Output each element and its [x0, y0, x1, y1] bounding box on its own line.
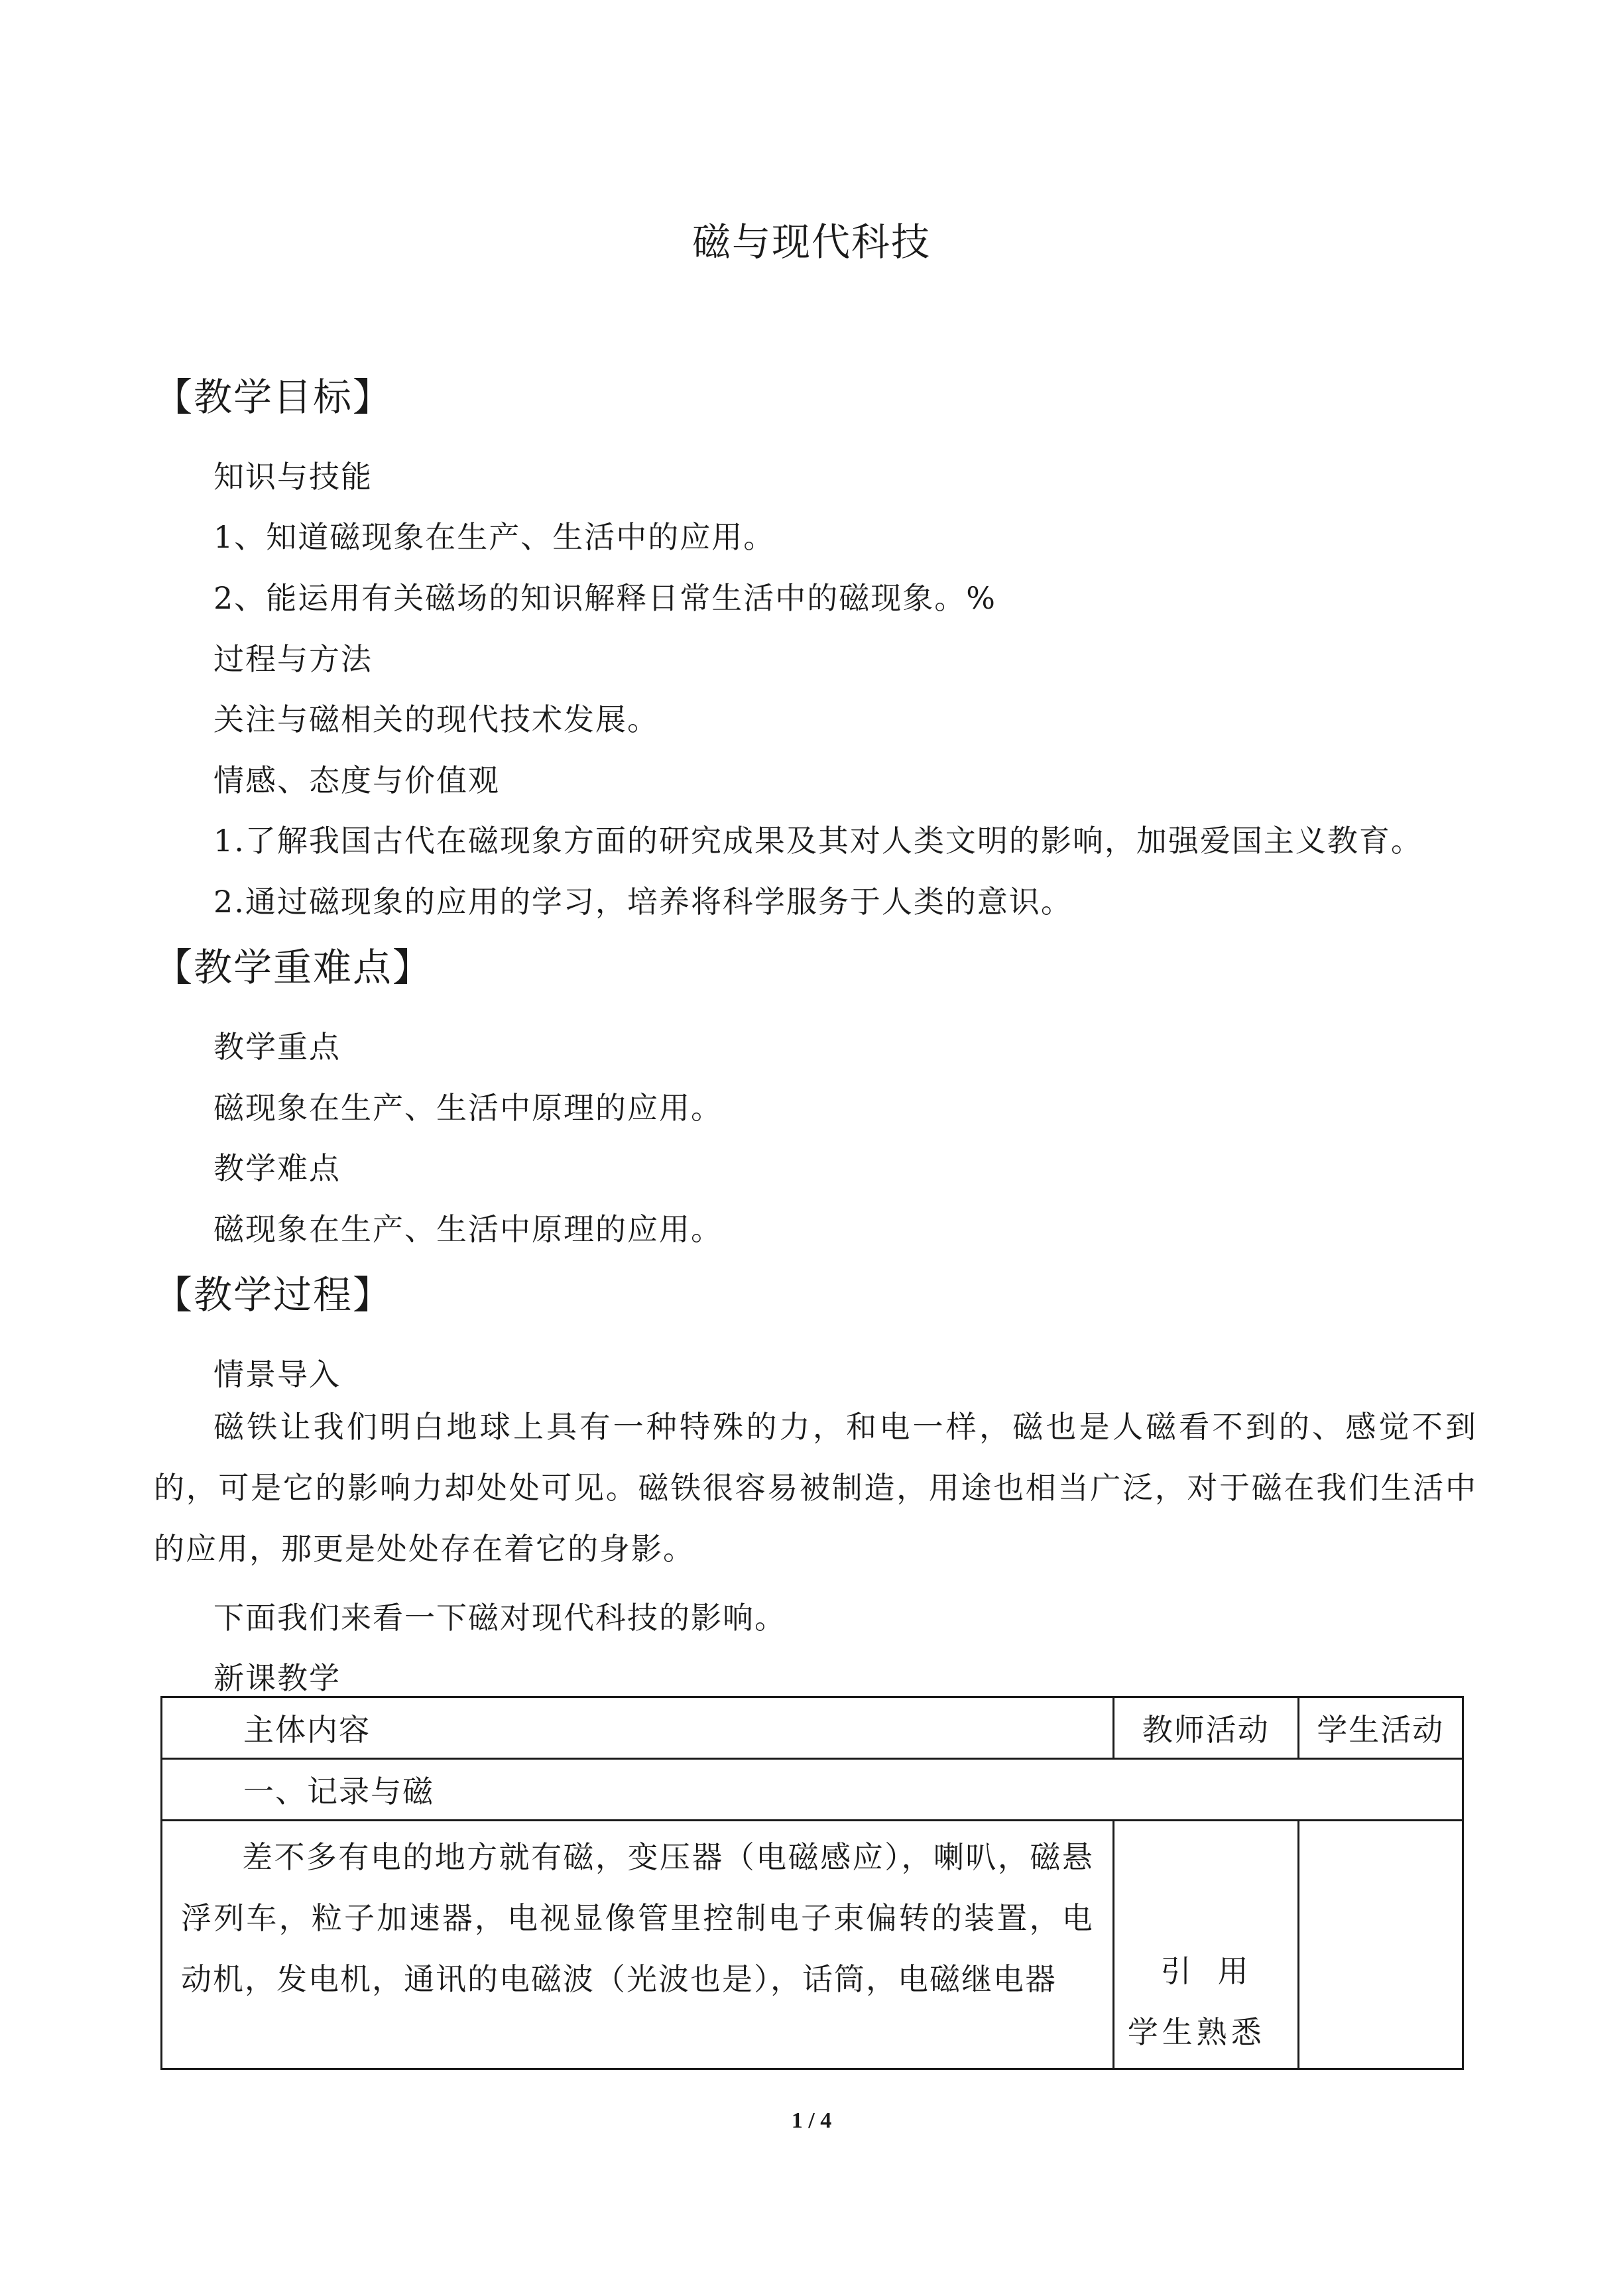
objectives-line-2: 1、知道磁现象在生产、生活中的应用。	[213, 519, 776, 555]
lesson-table	[160, 1696, 1464, 2070]
body-student-cell	[1298, 1821, 1463, 2069]
heading-key-points: 【教学重难点】	[154, 945, 433, 990]
heading-objectives: 【教学目标】	[154, 375, 393, 420]
intro-paragraph: 磁铁让我们明白地球上具有一种特殊的力，和电一样，磁也是人磁看不到的、感觉不到的，可是它的影响力却处处可见。磁铁很容易被制造，用途也相当广泛，对于磁在我们生活中的应用，那更是处处存在着它的身影。	[154, 1409, 1477, 1567]
body-main-cell	[162, 1821, 1114, 2069]
teacher-activity-line-1: 引用	[1160, 1953, 1275, 1989]
key-points-line-1: 教学重点	[213, 1029, 341, 1065]
teacher-activity-line-2: 学生熟悉	[1127, 2014, 1266, 2050]
table-header-row	[162, 1697, 1463, 1759]
key-points-line-2: 磁现象在生产、生活中原理的应用。	[213, 1090, 723, 1126]
objectives-line-3: 2、能运用有关磁场的知识解释日常生活中的磁现象。%	[213, 580, 996, 616]
objectives-line-4: 过程与方法	[213, 641, 373, 677]
header-student-activity: 学生活动	[1298, 1697, 1463, 1759]
objectives-line-6: 情感、态度与价值观	[213, 762, 500, 798]
body-teacher-cell	[1113, 1821, 1298, 2069]
objectives-line-7: 1.了解我国古代在磁现象方面的研究成果及其对人类文明的影响，加强爱国主义教育。	[213, 823, 1423, 859]
page-number: 1 / 4	[791, 2108, 832, 2133]
key-points-line-3: 教学难点	[213, 1150, 341, 1186]
intro-closing: 下面我们来看一下磁对现代科技的影响。	[213, 1600, 786, 1636]
new-lesson-label: 新课教学	[213, 1660, 341, 1696]
objectives-line-1: 知识与技能	[213, 459, 373, 495]
header-teacher-activity: 教师活动	[1113, 1697, 1298, 1759]
body-main-text: 差不多有电的地方就有磁，变压器（电磁感应），喇叭，磁悬浮列车，粒子加速器，电视显像管里控制电子束偏转的装置，电动机，发电机，通讯的电磁波（光波也是），话筒，电磁继电器	[181, 1839, 1094, 1997]
objectives-line-5: 关注与磁相关的现代技术发展。	[213, 701, 659, 737]
section-title-cell: 一、记录与磁	[162, 1759, 1463, 1821]
objectives-line-8: 2.通过磁现象的应用的学习，培养将科学服务于人类的意识。	[213, 884, 1073, 920]
key-points-line-4: 磁现象在生产、生活中原理的应用。	[213, 1211, 723, 1247]
table-section-row	[162, 1759, 1463, 1821]
intro-label: 情景导入	[213, 1357, 341, 1392]
table-row	[162, 1821, 1463, 2069]
heading-process: 【教学过程】	[154, 1272, 393, 1317]
header-main-content: 主体内容	[162, 1697, 1114, 1759]
document-title: 磁与现代科技	[691, 219, 931, 265]
